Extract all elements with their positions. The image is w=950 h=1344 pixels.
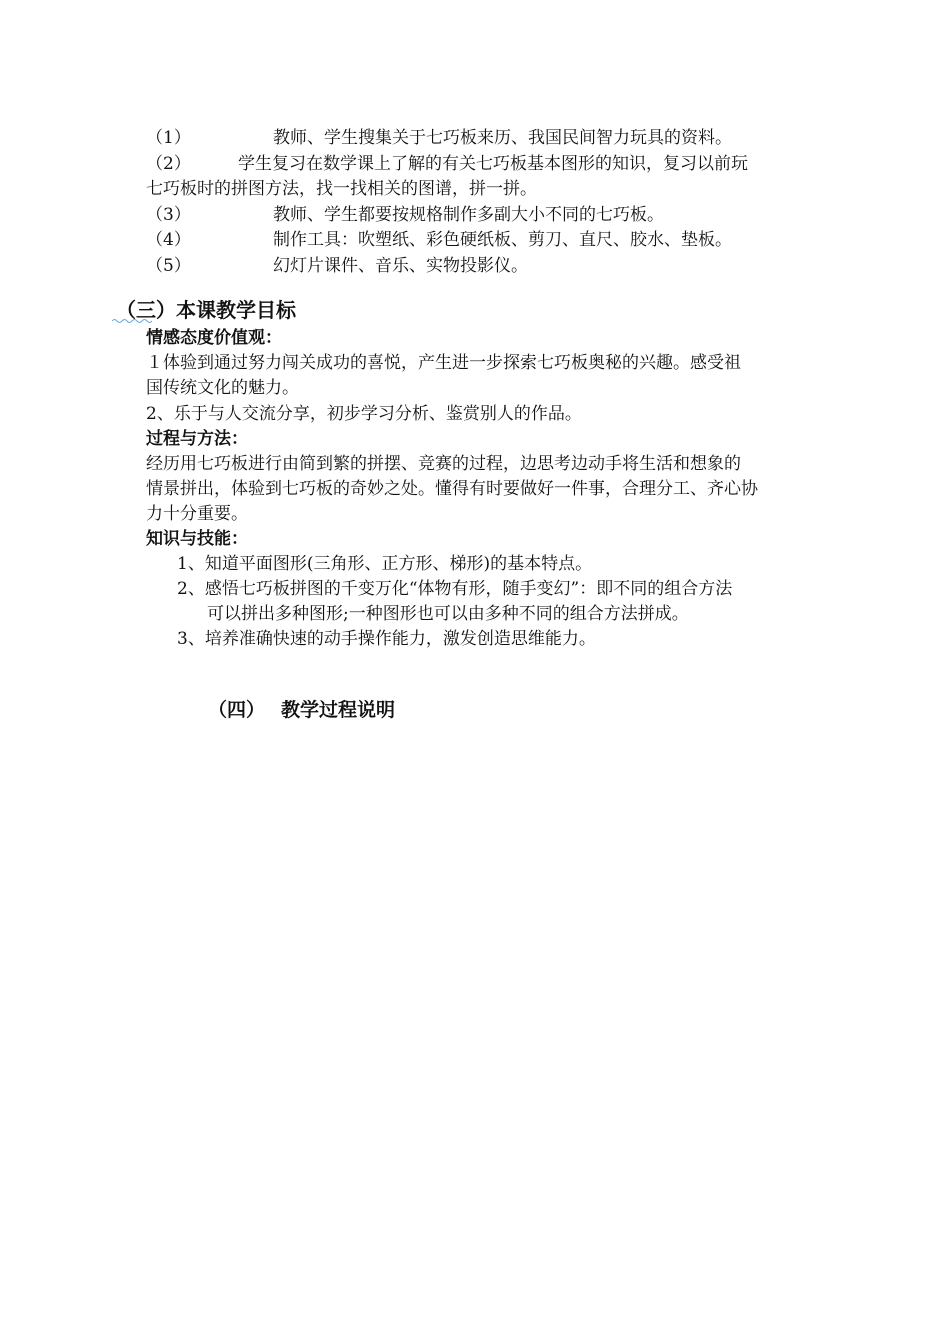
- knowledge-line: 3、培养准确快速的动手操作能力，激发创造思维能力。: [177, 629, 596, 649]
- emotion-line: 2、乐于与人交流分享，初步学习分析、鉴赏别人的作品。: [146, 404, 582, 424]
- process-heading: 过程与方法：: [146, 429, 248, 449]
- process-line: 力十分重要。: [146, 504, 248, 524]
- prep-item-text: 教师、学生都要按规格制作多副大小不同的七巧板。: [273, 205, 664, 225]
- spellcheck-underline: [112, 318, 152, 324]
- prep-item-number: （1）: [146, 128, 191, 148]
- section-4-title: 教学过程说明: [281, 699, 396, 721]
- knowledge-line: 2、感悟七巧板拼图的千变万化“体物有形，随手变幻”：即不同的组合方法: [177, 579, 733, 599]
- prep-item-2-continuation: 七巧板时的拼图方法，找一找相关的图谱，拼一拼。: [146, 179, 537, 199]
- prep-item-number: （5）: [146, 256, 191, 276]
- prep-item-text: 教师、学生搜集关于七巧板来历、我国民间智力玩具的资料。: [273, 128, 732, 148]
- prep-item-number: （4）: [146, 230, 191, 250]
- prep-item-text: 学生复习在数学课上了解的有关七巧板基本图形的知识，复习以前玩: [238, 154, 748, 174]
- process-line: 经历用七巧板进行由简到繁的拼摆、竞赛的过程，边思考边动手将生活和想象的: [146, 454, 741, 474]
- prep-item-number: （2）: [146, 154, 191, 174]
- emotion-line: １体验到通过努力闯关成功的喜悦，产生进一步探索七巧板奥秘的兴趣。感受祖: [146, 353, 741, 373]
- section-3-title: （三）本课教学目标: [116, 298, 296, 322]
- section-4-number: （四）: [208, 699, 266, 721]
- prep-item-text: 制作工具：吹塑纸、彩色硬纸板、剪刀、直尺、胶水、垫板。: [273, 230, 732, 250]
- knowledge-heading: 知识与技能：: [146, 529, 248, 549]
- knowledge-line: 1、知道平面图形(三角形、正方形、梯形)的基本特点。: [177, 554, 593, 574]
- process-line: 情景拼出，体验到七巧板的奇妙之处。懂得有时要做好一件事，合理分工、齐心协: [146, 479, 758, 499]
- knowledge-line: 可以拼出多种图形;一种图形也可以由多种不同的组合方法拼成。: [207, 604, 689, 624]
- prep-item-number: （3）: [146, 205, 191, 225]
- emotion-heading: 情感态度价值观：: [146, 328, 282, 348]
- emotion-line: 国传统文化的魅力。: [146, 378, 299, 398]
- prep-item-text: 幻灯片课件、音乐、实物投影仪。: [273, 256, 528, 276]
